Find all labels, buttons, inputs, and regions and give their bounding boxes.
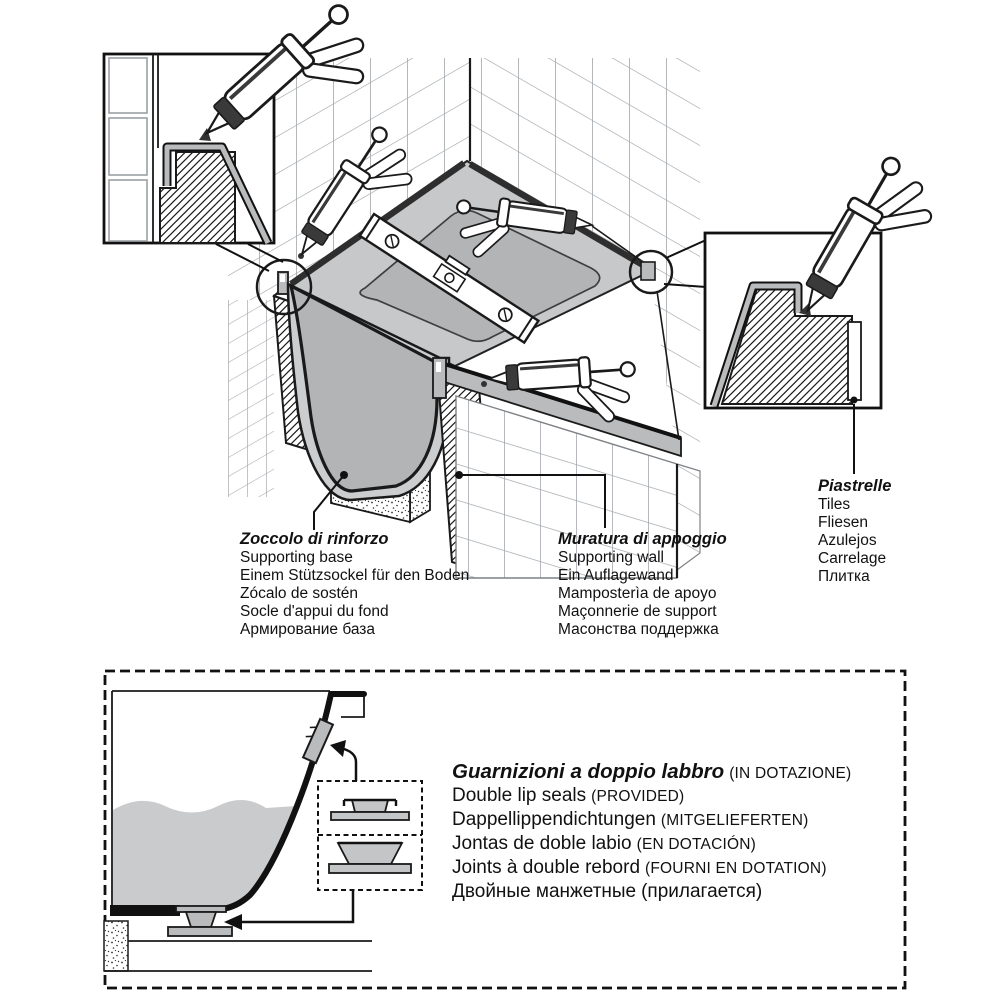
- seal-legend: [452, 760, 851, 904]
- label-supporting-wall: [558, 530, 727, 639]
- seal-profiles-box: [318, 781, 422, 890]
- label-line: Supporting wall: [558, 549, 664, 566]
- main-scene: [228, 58, 700, 578]
- label-title: Zoccolo di rinforzo: [240, 530, 389, 548]
- supporting-base-column: [104, 921, 128, 971]
- tub-lip-hook-right: [641, 262, 655, 280]
- label-line: Maçonnerie de support: [558, 603, 717, 620]
- label-line: Армирование база: [240, 621, 376, 638]
- legend-line: Двойные манжетные (прилагается): [452, 881, 763, 902]
- detail-box-right: [664, 150, 950, 474]
- legend-line: Jontas de doble labio (EN DOTACIÓN): [452, 833, 757, 854]
- label-title: Muratura di appoggio: [558, 530, 727, 548]
- legend-line: Joints à double rebord (FOURNI EN DOTATION): [452, 857, 827, 878]
- label-line: Carrelage: [818, 550, 887, 567]
- tile-strip: [848, 322, 861, 400]
- detail-tiles-left: [109, 58, 147, 241]
- legend-line: Guarnizioni a doppio labbro (IN DOTAZIONE): [452, 760, 852, 783]
- label-supporting-base: [240, 530, 469, 639]
- legend-line: Dappellippendichtungen (MITGELIEFERTEN): [452, 809, 809, 830]
- legend-line: Double lip seals (PROVIDED): [452, 785, 685, 806]
- label-line: Плитка: [818, 568, 870, 585]
- label-line: Mamposterìa de apoyo: [558, 585, 717, 602]
- label-line: Einem Stützsockel für den Boden: [240, 567, 470, 584]
- label-line: Tiles: [818, 496, 851, 513]
- label-line: Zócalo de sostén: [240, 585, 359, 602]
- label-line: Ein Auflagewand: [558, 567, 674, 584]
- label-line: Azulejos: [818, 532, 877, 549]
- label-line: Fliesen: [818, 514, 868, 531]
- label-line: Масонства поддержка: [558, 621, 719, 638]
- wall-tiles-left-small: [228, 300, 274, 497]
- label-line: Supporting base: [240, 549, 353, 566]
- label-line: Socle d'appui du fond: [240, 603, 389, 620]
- tub-flange: [110, 905, 180, 916]
- label-tiles: [818, 477, 891, 586]
- label-title: Piastrelle: [818, 477, 892, 495]
